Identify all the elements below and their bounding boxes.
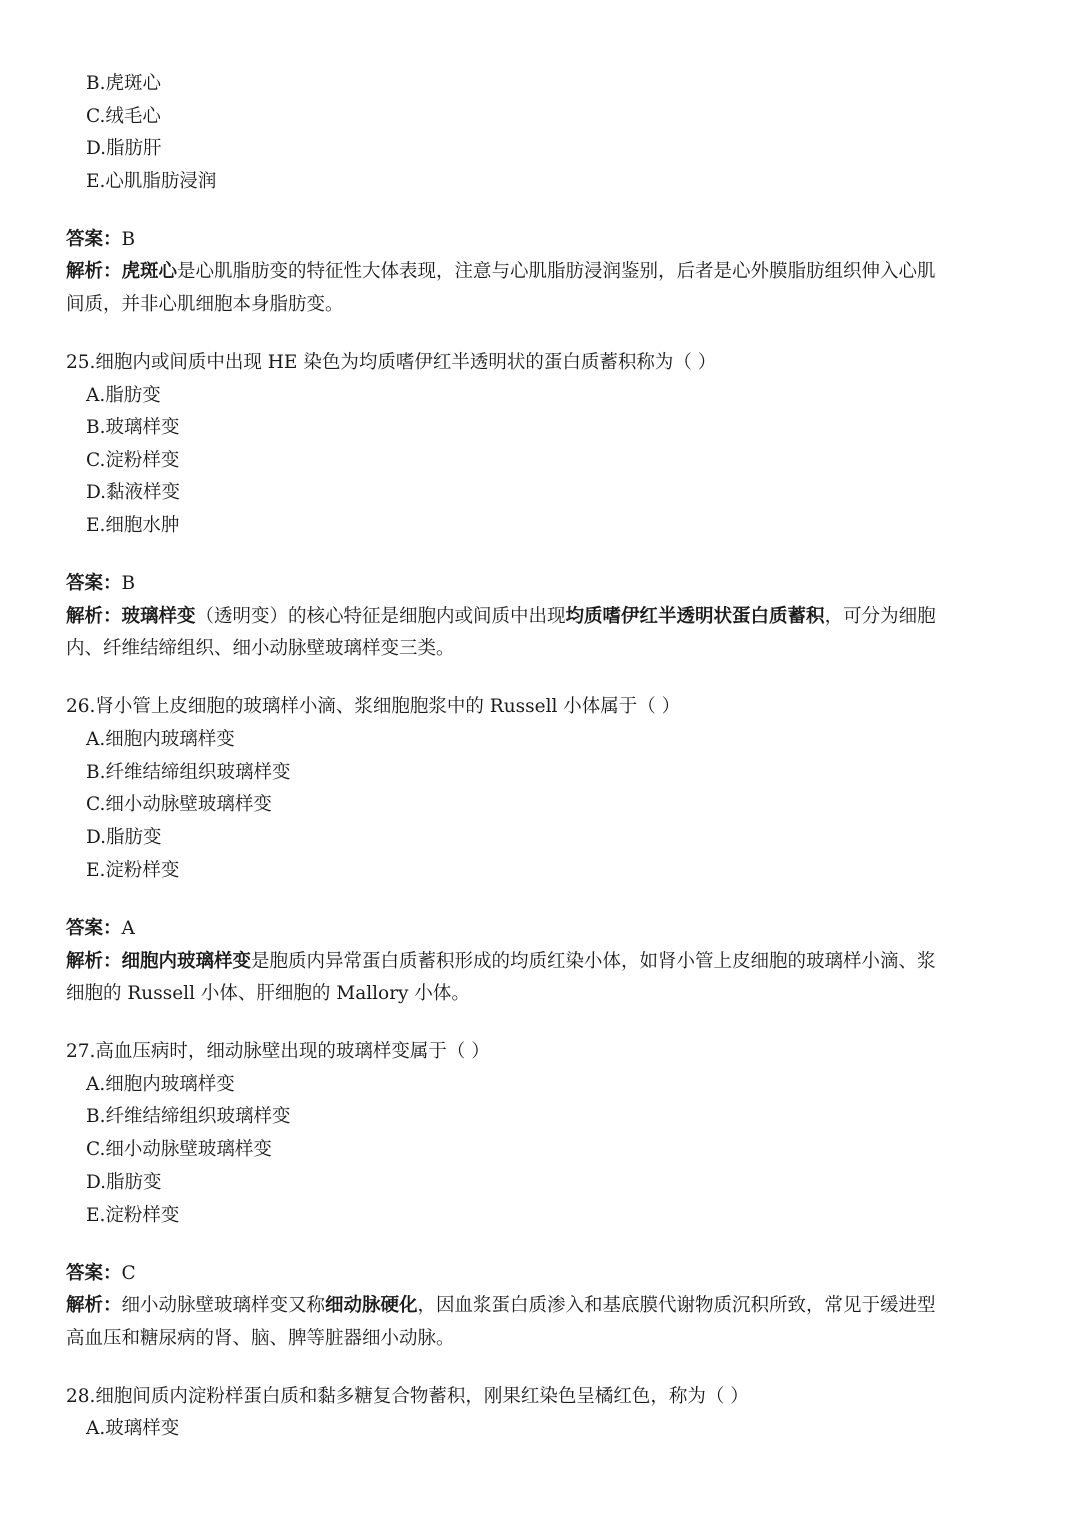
q25-option-c: C.淀粉样变 xyxy=(86,450,180,471)
option-c: C.绒毛心 xyxy=(86,106,161,127)
q26-explanation-line-1: 解析：细胞内玻璃样变是胞质内异常蛋白质蓄积形成的均质红染小体，如肾小管上皮细胞的玻璃样小滴、浆 xyxy=(66,951,936,972)
q27-explanation-line-2: 高血压和糖尿病的肾、脑、脾等脏器细小动脉。 xyxy=(66,1328,455,1349)
q27-option-c: C.细小动脉壁玻璃样变 xyxy=(86,1139,272,1160)
q28-option-a: A.玻璃样变 xyxy=(86,1418,180,1439)
option-b: B.虎斑心 xyxy=(86,73,161,94)
q25-explanation-line-2: 内、纤维结缔组织、细小动脉壁玻璃样变三类。 xyxy=(66,638,455,659)
q25-answer: 答案：B xyxy=(66,573,136,594)
q25-option-e: E.细胞水肿 xyxy=(86,515,180,536)
q27-explanation-line-1: 解析：细小动脉壁玻璃样变又称细动脉硬化，因血浆蛋白质渗入和基底膜代谢物质沉积所致，常见于缓进型 xyxy=(66,1295,936,1316)
option-d: D.脂肪肝 xyxy=(86,138,162,159)
q27-option-e: E.淀粉样变 xyxy=(86,1205,180,1226)
q25-explanation-line-1: 解析：玻璃样变（透明变）的核心特征是细胞内或间质中出现均质嗜伊红半透明状蛋白质蓄积，可分为细胞 xyxy=(66,606,936,627)
q26-option-c: C.细小动脉壁玻璃样变 xyxy=(86,794,272,815)
q27-option-d: D.脂肪变 xyxy=(86,1172,162,1193)
q26-option-b: B.纤维结缔组织玻璃样变 xyxy=(86,762,291,783)
question-27: 27.高血压病时，细动脉壁出现的玻璃样变属于（ ） xyxy=(66,1041,490,1062)
question-28: 28.细胞间质内淀粉样蛋白质和黏多糖复合物蓄积，刚果红染色呈橘红色，称为（ ） xyxy=(66,1386,749,1407)
explanation-line-1: 解析：虎斑心是心肌脂肪变的特征性大体表现，注意与心肌脂肪浸润鉴别，后者是心外膜脂肪组织伸入心肌 xyxy=(66,261,936,282)
q25-option-a: A.脂肪变 xyxy=(86,385,161,406)
q26-option-a: A.细胞内玻璃样变 xyxy=(86,729,235,750)
q26-explanation-line-2: 细胞的 Russell 小体、肝细胞的 Mallory 小体。 xyxy=(66,983,470,1004)
q27-option-b: B.纤维结缔组织玻璃样变 xyxy=(86,1106,291,1127)
q25-option-b: B.玻璃样变 xyxy=(86,417,180,438)
q27-answer: 答案：C xyxy=(66,1263,136,1284)
explanation-line-2: 间质，并非心肌细胞本身脂肪变。 xyxy=(66,294,344,315)
answer-line: 答案：B xyxy=(66,229,136,250)
q25-option-d: D.黏液样变 xyxy=(86,482,181,503)
question-25: 25.细胞内或间质中出现 HE 染色为均质嗜伊红半透明状的蛋白质蓄积称为（ ） xyxy=(66,352,717,373)
q26-answer: 答案：A xyxy=(66,918,135,939)
question-26: 26.肾小管上皮细胞的玻璃样小滴、浆细胞胞浆中的 Russell 小体属于（ ） xyxy=(66,696,681,717)
q26-option-e: E.淀粉样变 xyxy=(86,860,180,881)
q27-option-a: A.细胞内玻璃样变 xyxy=(86,1074,235,1095)
q26-option-d: D.脂肪变 xyxy=(86,827,162,848)
option-e: E.心肌脂肪浸润 xyxy=(86,171,217,192)
